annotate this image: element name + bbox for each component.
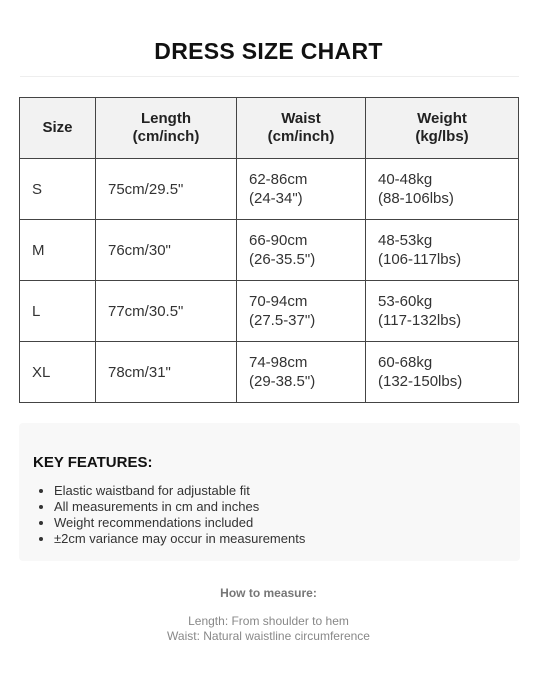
key-features-list xyxy=(34,483,305,547)
page-title: DRESS SIZE CHART xyxy=(154,38,383,64)
cell-waist-inch: (26-35.5") xyxy=(249,251,316,268)
cell-size: L xyxy=(20,281,96,342)
cell-length: 78cm/31" xyxy=(96,342,237,403)
header-length-label: Length xyxy=(141,110,191,127)
size-chart-table xyxy=(19,97,519,403)
cell-weight-kg: 60-68kg xyxy=(378,354,433,371)
header-length-unit: (cm/inch) xyxy=(132,128,200,145)
cell-waist-cm: 70-94cm xyxy=(249,293,308,310)
cell-length: 75cm/29.5" xyxy=(96,159,237,220)
cell-waist-inch: (29-38.5") xyxy=(249,373,316,390)
measure-length-note: Length: From shoulder to hem xyxy=(188,614,349,628)
cell-weight xyxy=(366,342,519,403)
header-length xyxy=(96,98,237,159)
header-weight-label: Weight xyxy=(417,110,467,127)
header-waist xyxy=(237,98,366,159)
cell-length: 77cm/30.5" xyxy=(96,281,237,342)
table-row xyxy=(20,220,519,281)
cell-weight-kg: 48-53kg xyxy=(378,232,433,249)
cell-size: M xyxy=(20,220,96,281)
cell-waist-inch: (27.5-37") xyxy=(249,312,316,329)
cell-size: S xyxy=(20,159,96,220)
title-divider xyxy=(20,76,519,77)
header-weight xyxy=(366,98,519,159)
cell-weight-kg: 53-60kg xyxy=(378,293,433,310)
measure-waist-note: Waist: Natural waistline circumference xyxy=(167,629,370,643)
cell-waist-cm: 66-90cm xyxy=(249,232,308,249)
cell-waist xyxy=(237,281,366,342)
cell-weight-kg: 40-48kg xyxy=(378,171,433,188)
cell-waist xyxy=(237,159,366,220)
cell-weight-lbs: (117-132lbs) xyxy=(378,312,462,329)
cell-length: 76cm/30" xyxy=(96,220,237,281)
cell-weight-lbs: (132-150lbs) xyxy=(378,373,463,390)
cell-weight-lbs: (88-106lbs) xyxy=(378,190,454,207)
list-item: • All measurements in cm and inches xyxy=(54,499,305,515)
cell-size: XL xyxy=(20,342,96,403)
cell-waist-inch: (24-34") xyxy=(249,190,303,207)
cell-waist-cm: 62-86cm xyxy=(249,171,308,188)
header-waist-unit: (cm/inch) xyxy=(267,128,335,145)
key-features-box xyxy=(19,423,520,561)
list-item: • Weight recommendations included xyxy=(54,515,305,531)
cell-waist xyxy=(237,342,366,403)
cell-waist xyxy=(237,220,366,281)
header-size-label: Size xyxy=(42,119,73,136)
list-item: • ±2cm variance may occur in measurements xyxy=(54,531,305,547)
header-waist-label: Waist xyxy=(281,110,321,127)
key-features-heading: KEY FEATURES: xyxy=(33,454,153,471)
table-row xyxy=(20,281,519,342)
cell-weight-lbs: (106-117lbs) xyxy=(378,251,462,268)
cell-weight xyxy=(366,281,519,342)
header-weight-unit: (kg/lbs) xyxy=(415,128,469,145)
cell-weight xyxy=(366,220,519,281)
how-to-measure-heading: How to measure: xyxy=(220,586,317,600)
cell-weight xyxy=(366,159,519,220)
cell-waist-cm: 74-98cm xyxy=(249,354,308,371)
table-header-row xyxy=(20,98,519,159)
table-row xyxy=(20,159,519,220)
table-row xyxy=(20,342,519,403)
list-item: • Elastic waistband for adjustable fit xyxy=(54,483,305,499)
header-size xyxy=(20,98,96,159)
